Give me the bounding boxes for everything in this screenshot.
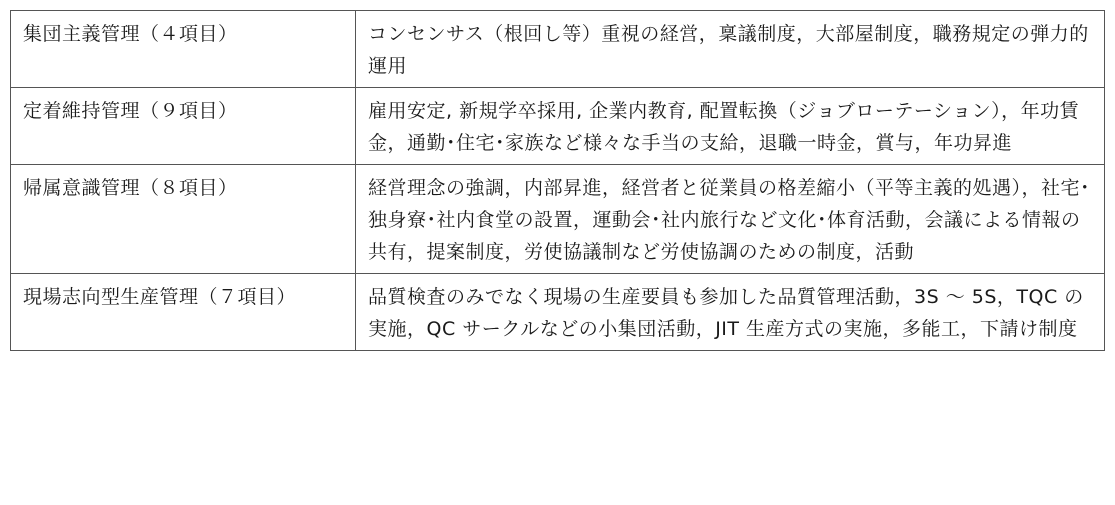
table-row [11, 274, 1105, 351]
category-cell: 定着維持管理（９項目） [11, 88, 356, 165]
category-cell: 集団主義管理（４項目） [11, 11, 356, 88]
category-cell: 現場志向型生産管理（７項目） [11, 274, 356, 351]
category-cell: 帰属意識管理（８項目） [11, 165, 356, 274]
table-row [11, 88, 1105, 165]
description-cell: コンセンサス（根回し等）重視の経営，稟議制度，大部屋制度，職務規定の弾力的運用 [356, 11, 1105, 88]
table-row [11, 165, 1105, 274]
description-cell: 雇用安定, 新規学卒採用, 企業内教育, 配置転換（ジョブローテーション），年功賃金，通勤･住宅･家族など様々な手当の支給，退職一時金，賞与，年功昇進 [356, 88, 1105, 165]
description-cell: 品質検査のみでなく現場の生産要員も参加した品質管理活動，3S ～ 5S，TQC の実施，QC サークルなどの小集団活動，JIT 生産方式の実施，多能工，下請け制度 [356, 274, 1105, 351]
management-practices-table [10, 10, 1105, 351]
table-row [11, 11, 1105, 88]
description-cell: 経営理念の強調，内部昇進，経営者と従業員の格差縮小（平等主義的処遇），社宅･独身寮･社内食堂の設置，運動会･社内旅行など文化･体育活動，会議による情報の共有，提案制度，労使協議制など労使協調のための制度，活動 [356, 165, 1105, 274]
